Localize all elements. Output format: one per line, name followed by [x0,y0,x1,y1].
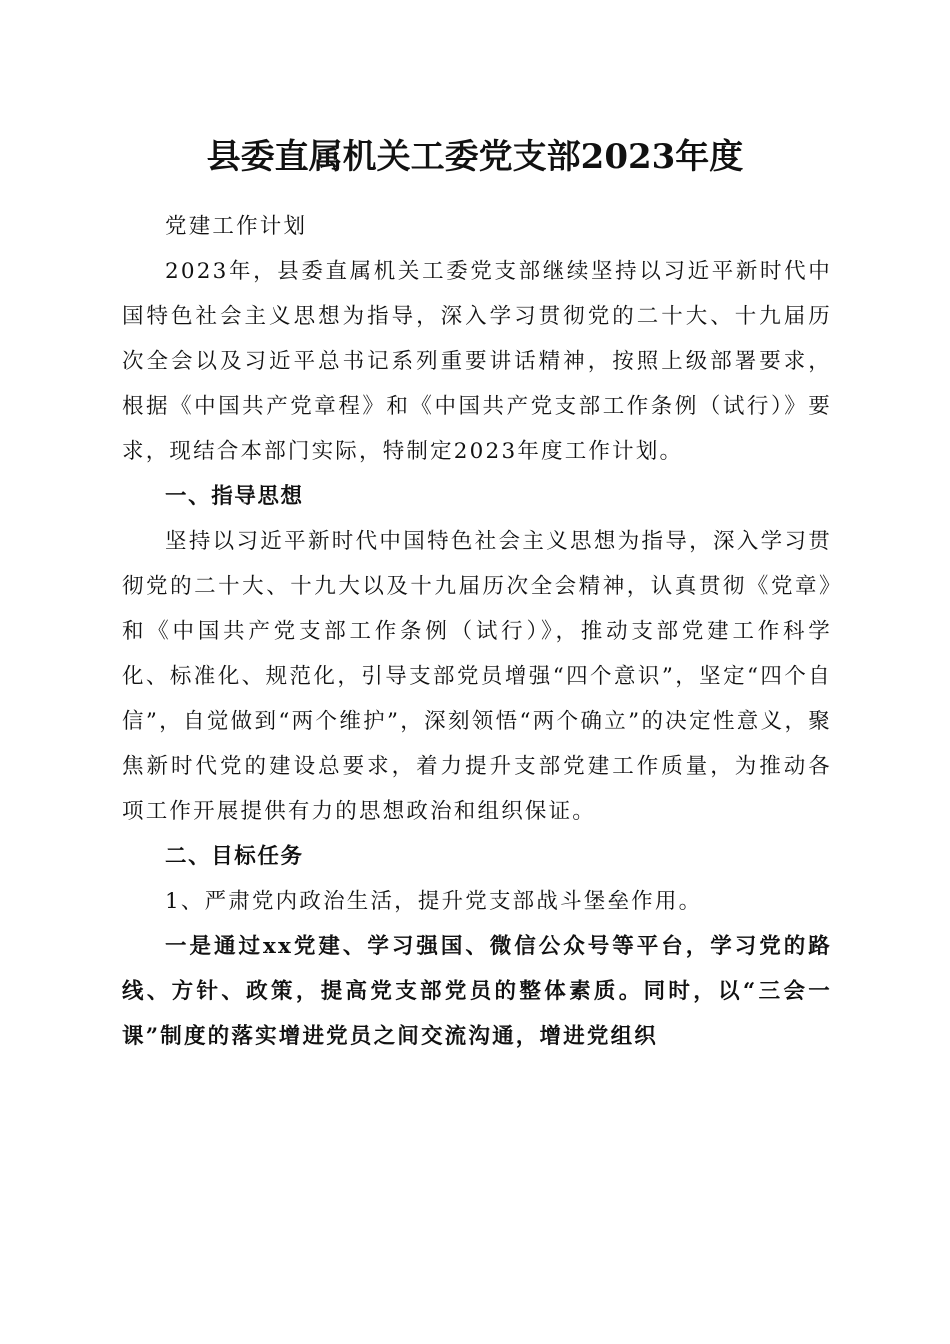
goal-item-1: 1、严肃党内政治生活，提升党支部战斗堡垒作用。 [165,889,703,914]
document-title: 县委直属机关工委党支部2023年度 [206,137,744,177]
intro-paragraph: 2023年，县委直属机关工委党支部继续坚持以习近平新时代中国特色社会主义思想为指导，深入学习贯彻党的二十大、十九届历次全会以及习近平总书记系列重要讲话精神，按照上级部署要求，根据《中国共产党章程》和《中国共产党支部工作条例（试行）》要求，现结合本部门实际，特制定2023年度工作计划。 [122,259,832,464]
section-heading-guiding-ideology: 一、指导思想 [165,484,304,509]
section-heading-goals-tasks: 二、目标任务 [165,844,304,869]
goal-item-1-paragraph: 一是通过xx党建、学习强国、微信公众号等平台，学习党的路线、方针、政策，提高党支部党员的整体素质。同时，以“三会一课”制度的落实增进党员之间交流沟通，增进党组织 [122,934,832,1049]
document-subtitle: 党建工作计划 [165,214,308,239]
guiding-ideology-paragraph: 坚持以习近平新时代中国特色社会主义思想为指导，深入学习贯彻党的二十大、十九大以及十九届历次全会精神，认真贯彻《党章》和《中国共产党支部工作条例（试行）》，推动支部党建工作科学化、标准化、规范化，引导支部党员增强“四个意识”，坚定“四个自信”，自觉做到“两个维护”，深刻领悟“两个确立”的决定性意义，聚焦新时代党的建设总要求，着力提升支部党建工作质量，为推动各项工作开展提供有力的思想政治和组织保证。 [122,529,832,824]
document-body [122,204,832,1059]
